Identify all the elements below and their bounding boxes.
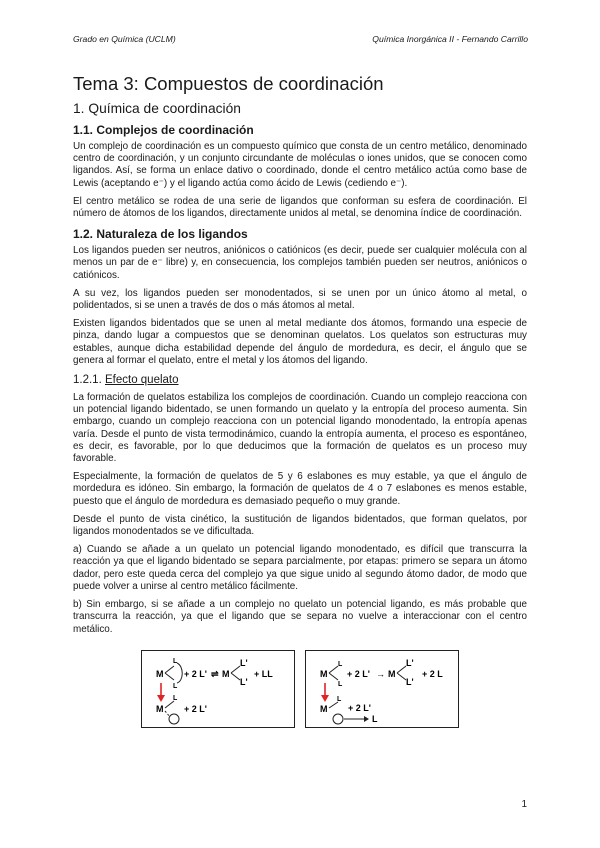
paragraph-2: El centro metálico se rodea de una serie de ligandos que conforman su esfera de coordinación. El número de átomos de los ligandos, directamente unidos al metal, se denomina índice de coordinación.: [73, 195, 527, 220]
intermediate-bond: [165, 701, 174, 708]
product-bonds: [397, 666, 406, 680]
metal-label: M: [320, 668, 328, 679]
equilibrium-arrow: ⇌: [211, 668, 219, 679]
leaving-ligand-label: L: [372, 713, 378, 724]
subsubsection-number: 1.2.1.: [73, 374, 102, 387]
subsubsection-title: Efecto quelato: [104, 374, 179, 387]
detached-donor-circle: [169, 714, 179, 724]
product-metal-label: M: [388, 668, 396, 679]
reagent-label: + 2 L': [347, 668, 370, 679]
ligand-label-top: L: [173, 657, 178, 665]
section-heading: 1. Química de coordinación: [73, 101, 241, 116]
paragraph-8: Desde el punto de vista cinético, la sustitución de ligandos bidentados, que forman quelatos, por ligandos monodentados se ve dificultada.: [73, 513, 527, 538]
product-ll-label: + LL: [254, 668, 273, 679]
ligand-label-bottom: L: [338, 680, 343, 688]
product-ligand-top: L': [406, 657, 414, 668]
red-arrow-head: [321, 695, 329, 702]
paragraph-9: a) Cuando se añade a un quelato un potencial ligando monodentado, es difícil que transcurra la reacción ya que el ligando bidentado se separa parcialmente, por etapas: primero se separa un átomo dador, pero este queda cerca del complejo ya que sigue unido al segundo átomo dador, de modo que puede volver a unirse al centro metálico fácilmente.: [73, 544, 527, 592]
subsection-heading-1-2: 1.2. Naturaleza de los ligandos: [73, 227, 248, 242]
paragraph-1: Un complejo de coordinación es un compuesto químico que consta de un centro metálico, denominado centro de coordinación, y un conjunto circundante de moléculas o iones unidos, que se conocen como ligandos. Así, se forma un enlace dativo o coordinado, donde el centro metálico actúa como base de Lewis (aceptando e⁻) y el ligando actúa como ácido de Lewis (cediendo e⁻).: [73, 141, 527, 189]
page-number: 1: [521, 799, 527, 810]
chelate-figures: [73, 650, 527, 728]
subsection-heading-1-1: 1.1. Complejos de coordinación: [73, 123, 254, 137]
chelate-arc: [177, 663, 182, 683]
product-ligand-top: L': [240, 657, 248, 668]
product-l-label: + 2 L: [422, 668, 443, 679]
intermediate-reagent: + 2 L': [184, 703, 207, 714]
figure-chelate-reaction: [141, 650, 295, 728]
paragraph-7: Especialmente, la formación de quelatos de 5 y 6 eslabones es muy estable, ya que el ángulo de mordedura es idóneo. Sin embargo, la formación de quelatos de 4 o 7 eslabones es menos estable, puesto que el ángulo de mordedura es demasiado pequeño o muy grande.: [73, 471, 527, 507]
page-title: Tema 3: Compuestos de coordinación: [73, 73, 384, 94]
subsubsection-heading: [73, 373, 527, 388]
header-left: Grado en Química (UCLM): [73, 34, 176, 44]
reagent-label: + 2 L': [184, 668, 207, 679]
intermediate-ligand: L: [173, 694, 178, 702]
intermediate-ligand: L: [337, 695, 342, 703]
paragraph-6: La formación de quelatos estabiliza los complejos de coordinación. Cuando un complejo reacciona con un potencial ligando bidentado, se unen formando un quelato y la entropía del proceso aumenta. Sin embargo, cuando un complejo reacciona con un potencial ligando monodentado, la entropía apenas varía. Desde el punto de vista termodinámico, cuando la entropía aumenta, el proceso es espontáneo, es decir, es favorable, por lo que deducimos que la formación de quelatos es un proceso muy favorable.: [73, 392, 527, 465]
bond-lines: [165, 666, 174, 680]
ligand-label-bottom: L: [173, 682, 178, 690]
intermediate-reagent: + 2 L': [348, 702, 371, 713]
intermediate-metal-label: M: [320, 703, 328, 714]
reaction-arrow: →: [376, 668, 385, 679]
paragraph-3: Los ligandos pueden ser neutros, aniónicos o catiónicos (es decir, puede ser cualquier molécula con al menos un par de e⁻ libre) y, en consecuencia, los complejos también pueden ser neutros, aniónicos o catiónicos.: [73, 245, 527, 281]
product-ligand-bottom: L': [406, 676, 414, 687]
paragraph-4: A su vez, los ligandos pueden ser monodentados, si se unen por un único átomo al metal, o polidentados, si se unen a través de dos o más átomos al metal.: [73, 287, 527, 312]
chelate-diagram: [142, 651, 294, 727]
dashed-bond: [165, 711, 170, 717]
page-content: [73, 72, 527, 728]
intermediate-bond: [329, 702, 338, 708]
leaving-ligand-circle: [333, 714, 343, 724]
metal-label: M: [156, 668, 164, 679]
paragraph-5: Existen ligandos bidentados que se unen al metal mediante dos átomos, formando una especie de pinza, dando lugar a compuestos que se denominan quelatos. Los quelatos son estructuras muy estables, aunque dicha estabilidad depende del ángulo de mordedura, es decir, el ángulo que se genera al formar el quelato, entre el metal y los átomos del ligando.: [73, 318, 527, 366]
bond-lines: [329, 666, 338, 680]
leaving-arrow-head: [364, 716, 369, 722]
paragraph-10: b) Sin embargo, si se añade a un complejo no quelato un potencial ligando, es más probable que transcurra la reacción, ya que el ligando que se separa no vuelve a interaccionar con el centro metálico.: [73, 599, 527, 635]
intermediate-metal-label: M: [156, 703, 164, 714]
figure-non-chelate-reaction: [305, 650, 459, 728]
product-metal-label: M: [222, 668, 230, 679]
non-chelate-diagram: [306, 651, 458, 727]
header-right: Química Inorgánica II - Fernando Carrillo: [372, 34, 528, 44]
product-bonds: [231, 666, 240, 680]
red-arrow-head: [157, 695, 165, 702]
ligand-label-top: L: [338, 660, 343, 668]
product-ligand-bottom: L': [240, 676, 248, 687]
